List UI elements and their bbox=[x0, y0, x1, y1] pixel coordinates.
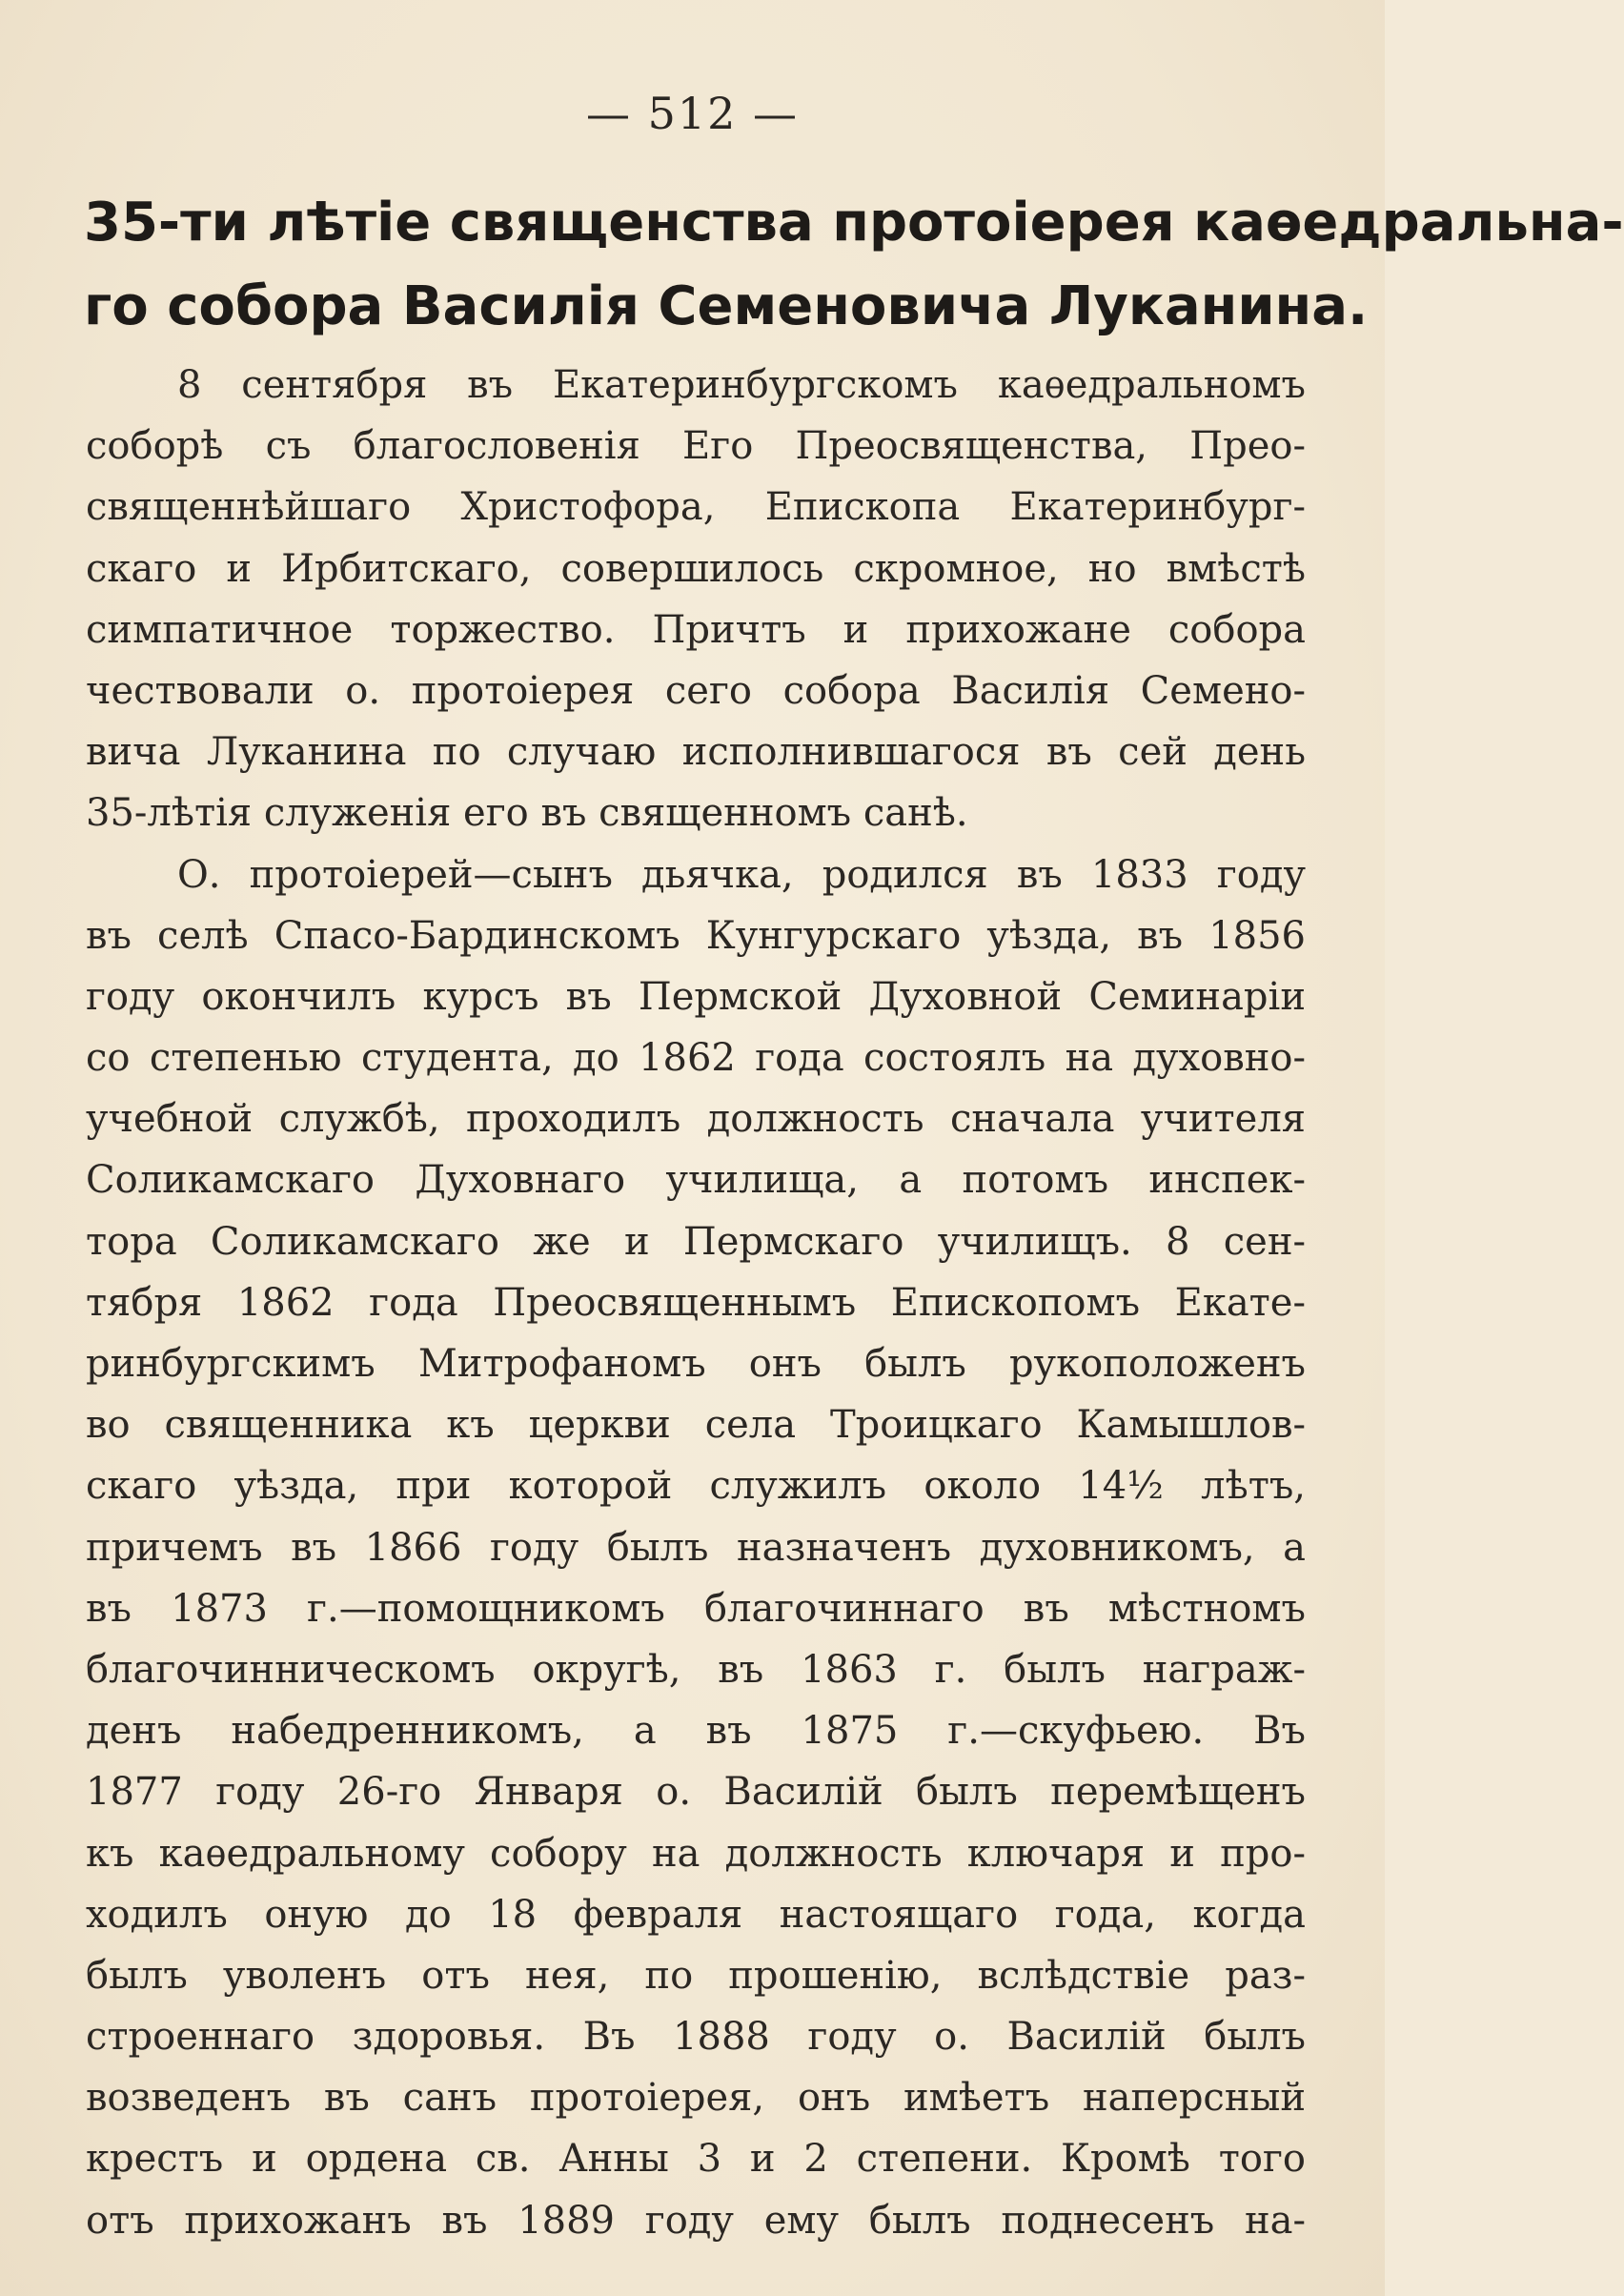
text-line: Соликамскаго Духовнаго училища, а потомъ инспек- bbox=[86, 1158, 1306, 1203]
paragraph-1 bbox=[86, 355, 1306, 844]
text-line: 1877 году 26-го Января о. Василій былъ перемѣщенъ bbox=[86, 1770, 1306, 1815]
text-line: ринбургскимъ Митрофаномъ онъ былъ рукоположенъ bbox=[86, 1342, 1306, 1386]
text-line: причемъ въ 1866 году былъ назначенъ духовникомъ, а bbox=[86, 1525, 1306, 1570]
paragraph-2 bbox=[86, 844, 1306, 2251]
text-line: священнѣйшаго Христофора, Епископа Екатеринбург- bbox=[86, 485, 1306, 530]
text-line: 8 сентября въ Екатеринбургскомъ каѳедральномъ bbox=[177, 363, 1306, 407]
text-line: ходилъ оную до 18 февраля настоящаго года, когда bbox=[86, 1892, 1306, 1937]
text-line: 35-лѣтія служенія его въ священномъ санѣ. bbox=[86, 791, 968, 836]
text-line: вича Луканина по случаю исполнившагося въ сей день bbox=[86, 730, 1306, 775]
title-line-2: го собора Василія Семеновича Луканина. bbox=[84, 275, 1369, 337]
text-line: тора Соликамскаго же и Пермскаго училищъ. 8 сен- bbox=[86, 1219, 1306, 1264]
text-line: денъ набедренникомъ, а въ 1875 г.—скуфьею. Въ bbox=[86, 1709, 1306, 1754]
text-line: чествовали о. протоіерея сего собора Василія Семено- bbox=[86, 668, 1306, 713]
text-line: году окончилъ курсъ въ Пермской Духовной Семинаріи bbox=[86, 974, 1306, 1019]
text-line: строеннаго здоровья. Въ 1888 году о. Василій былъ bbox=[86, 2015, 1306, 2060]
page-number: — 512 — bbox=[585, 88, 800, 139]
text-line: въ 1873 г.—помощникомъ благочиннаго въ мѣстномъ bbox=[86, 1586, 1306, 1631]
text-line: со степенью студента, до 1862 года состоялъ на духовно- bbox=[86, 1036, 1306, 1081]
text-line: возведенъ въ санъ протоіерея, онъ имѣетъ наперсный bbox=[86, 2076, 1306, 2121]
title-line-1: 35-ти лѣтіе священства протоіерея каѳедральна- bbox=[84, 192, 1624, 254]
text-line: учебной службѣ, проходилъ должность сначала учителя bbox=[86, 1097, 1306, 1142]
text-line: былъ уволенъ отъ нея, по прошенію, вслѣдствіе раз- bbox=[86, 1953, 1306, 1998]
article-body bbox=[86, 355, 1306, 2251]
text-line: отъ прихожанъ въ 1889 году ему былъ поднесенъ на- bbox=[86, 2198, 1306, 2243]
article-title bbox=[84, 181, 1624, 349]
text-line: скаго уѣзда, при которой служилъ около 14½ лѣтъ, bbox=[86, 1464, 1306, 1509]
text-line: О. протоіерей—сынъ дьячка, родился въ 1833 году bbox=[177, 852, 1306, 897]
text-line: тября 1862 года Преосвященнымъ Епископомъ Екате- bbox=[86, 1280, 1306, 1325]
text-line: крестъ и ордена св. Анны 3 и 2 степени. Кромѣ того bbox=[86, 2137, 1306, 2182]
text-line: соборѣ съ благословенія Его Преосвященства, Прео- bbox=[86, 424, 1306, 469]
text-line: симпатичное торжество. Причтъ и прихожане собора bbox=[86, 607, 1306, 652]
text-line: въ селѣ Спасо-Бардинскомъ Кунгурскаго уѣзда, въ 1856 bbox=[86, 913, 1306, 958]
text-line: во священника къ церкви села Троицкаго Камышлов- bbox=[86, 1403, 1306, 1448]
text-line: къ каѳедральному собору на должность ключаря и про- bbox=[86, 1831, 1306, 1876]
text-line: скаго и Ирбитскаго, совершилось скромное, но вмѣстѣ bbox=[86, 546, 1306, 591]
text-line: благочинническомъ округѣ, въ 1863 г. былъ награж- bbox=[86, 1647, 1306, 1692]
